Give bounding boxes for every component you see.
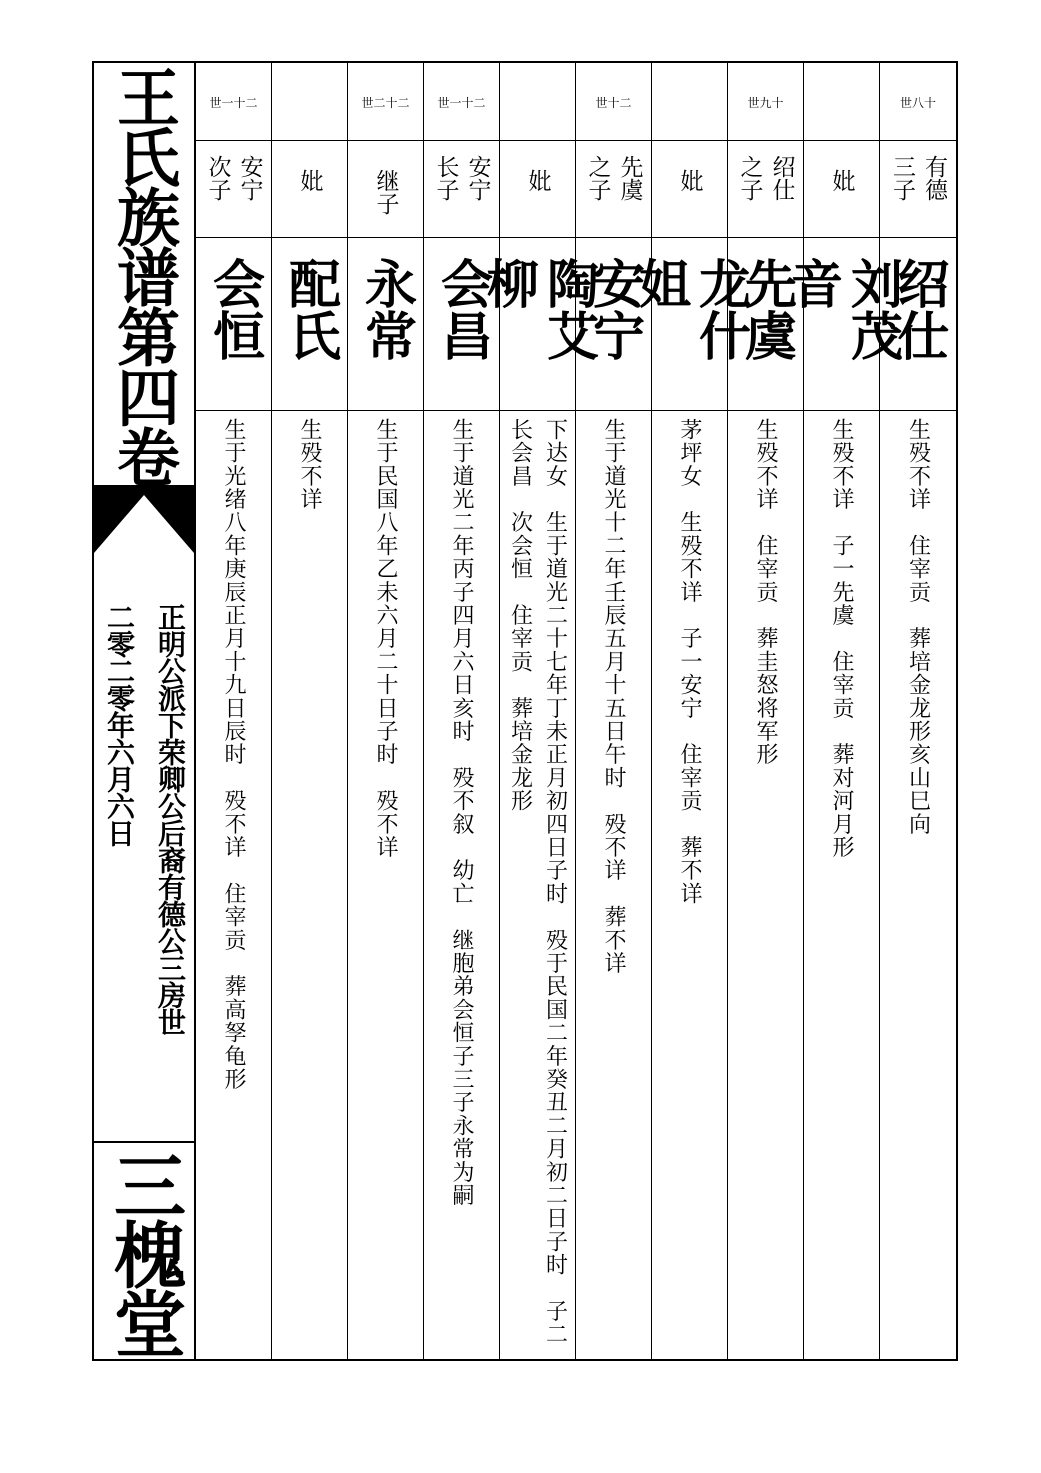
generation-label [500,63,575,141]
person-name: 陶艾柳 [477,257,599,361]
person-name: 会昌 [431,257,493,361]
row-divider-generation [194,140,958,141]
relation-label: 有德 三子 [889,155,947,201]
lineage-heading: 正明公派下荣卿公后裔有德公三房世 [154,603,187,1035]
relation-label: 安宁 长子 [432,155,491,201]
generation-label: 世二十二 [361,95,410,110]
relation-label: 先虞 之子 [584,155,643,201]
row-divider-name [194,410,958,411]
genealogy-table [194,61,958,1361]
person-name: 龙什姐 [629,257,751,361]
biography-text: 下达女 生于道光二十七年丁未正月初四日子时 殁于民国二年癸丑二月初二日子时 子二长会昌 次会恒 住宰贡 葬培金龙形 [507,418,568,1346]
generation-label: 世十二 [595,95,632,110]
relation-label: 妣 [296,169,323,192]
relation-label: 妣 [676,169,703,192]
title-column [92,61,194,1361]
book-title: 王氏族谱第四卷 [107,65,181,485]
biography-text: 生殁不详 住宰贡 葬培金龙形亥山巳向 [905,418,931,836]
ribbon-ornament [94,487,194,559]
person-name: 安宁 [583,257,645,361]
biography-text: 生殁不详 子一先虞 住宰贡 葬对河月形 [829,418,854,859]
record-column [424,63,500,1359]
book-title-box [94,63,194,487]
record-column [781,63,903,1359]
generation-label [272,63,347,141]
person-name: 配氏 [279,257,341,361]
record-column [348,63,424,1359]
record-column [629,63,751,1359]
generation-label [804,63,879,141]
row-divider-relation [194,237,958,238]
biography-text: 生殁不详 [297,418,322,511]
generation-label: 世八十 [899,95,936,110]
hall-name: 三槐堂 [102,1149,187,1356]
record-column [272,63,348,1359]
person-name: 先虞 [735,257,797,361]
record-column [196,63,272,1359]
person-name: 永常 [355,257,417,361]
biography-text: 生殁不详 住宰贡 葬圭怒将军形 [753,418,778,766]
biography-text: 生于道光十二年壬辰五月十五日午时 殁不详 葬不详 [601,418,626,975]
biography-text: 生于民国八年乙未六月二十日子时 殁不详 [373,418,398,859]
biography-text: 生于道光二年丙子四月六日亥时 殁不叙 幼亡 继胞弟会恒子三子永常为嗣 [449,418,474,1207]
relation-label: 绍仕 之子 [736,155,795,201]
generation-label: 世九十 [747,95,784,110]
compile-date: 二零二零年六月六日 [103,603,136,846]
record-column [477,63,599,1359]
relation-label: 安宁 次子 [204,155,263,201]
biography-text: 生于光绪八年庚辰正月十九日辰时 殁不详 住宰贡 葬高孥龟形 [221,418,246,1091]
relation-label: 妣 [524,169,551,192]
generation-label: 世一十二 [437,95,486,110]
biography-text: 茅坪女 生殁不详 子一安宁 住宰贡 葬不详 [677,418,702,906]
relation-label: 妣 [828,169,855,192]
generation-label: 世一十二 [209,95,258,110]
generation-label [652,63,727,141]
hall-name-box [94,1141,194,1361]
person-name: 会恒 [203,257,265,361]
person-name: 绍仕 [888,257,949,361]
person-name: 刘茂音 [781,257,903,361]
relation-label: 继子 [372,169,399,215]
